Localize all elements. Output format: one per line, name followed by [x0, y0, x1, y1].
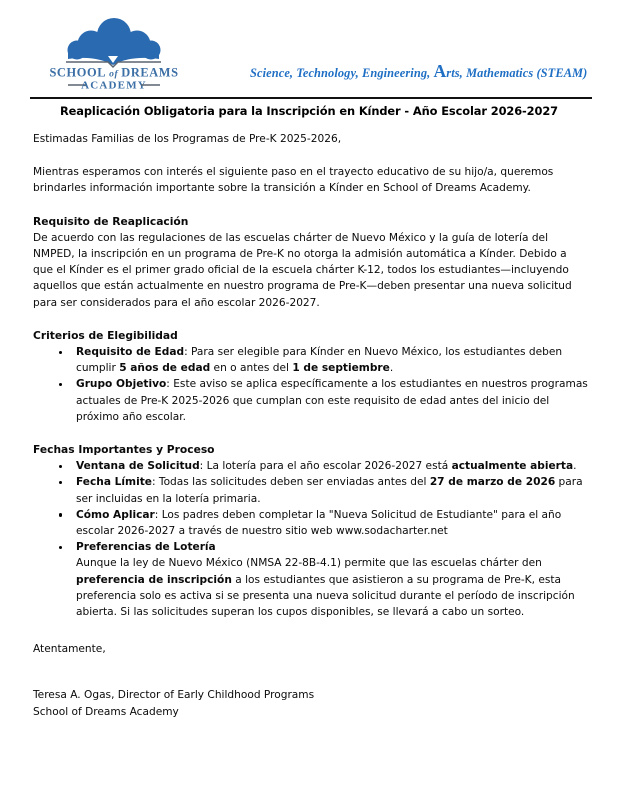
steam-tagline-part1: Science, Technology, Engineering, — [250, 66, 434, 80]
signer-name-and-title: Teresa A. Ogas, Director of Early Childhood Programs — [33, 689, 315, 702]
logo-school-word: SCHOOL — [49, 65, 107, 80]
list-item — [33, 344, 589, 376]
bullet-label: Ventana de Solicitud — [76, 460, 200, 473]
bullet-text-a: Este aviso se aplica específicamente a los estudiantes en nuestros programas actuales de Pre-K 2025-2026 que cumplan con este requisito de edad antes del inicio del próximo año escolar. — [76, 378, 588, 423]
bullet-text-a: Para ser elegible para Kínder en Nuevo México, los estudiantes deben cumplir — [76, 346, 563, 375]
bullet-label-sep: : — [166, 378, 170, 391]
eligibility-bullet-list — [33, 344, 589, 425]
bullet-bold-b: 27 de marzo de 2026 — [429, 476, 556, 489]
school-of-dreams-academy-logo — [44, 18, 184, 90]
section-heading-eligibility: Criterios de Elegibilidad — [33, 328, 178, 342]
spacer — [33, 311, 589, 328]
lottery-preferences-paragraph — [33, 555, 589, 620]
logo-line1 — [49, 66, 178, 80]
bullet-label: Cómo Aplicar — [76, 508, 155, 521]
signature-block — [33, 687, 589, 719]
list-item — [33, 507, 589, 539]
bullet-text-a: La lotería para el año escolar 2026-2027 está — [203, 460, 452, 473]
spacer — [33, 620, 589, 641]
bullet-bold-d: 1 de septiembre — [292, 362, 390, 375]
lottery-pref-bold: preferencia de inscripción — [76, 573, 232, 586]
intro-paragraph: Mientras esperamos con interés el siguiente paso en el trayecto educativo de su hijo/a, queremos brindarles información importante sobre la transición a Kínder en School of Dreams Academy. — [33, 166, 554, 195]
bullet-label: Grupo Objetivo — [76, 378, 167, 391]
bullet-label-sep: : — [184, 346, 188, 359]
signature-spacer — [33, 657, 589, 687]
section-heading-reapplication: Requisito de Reaplicación — [33, 214, 189, 228]
lottery-pref-text-a: Aunque la ley de Nuevo México (NMSA 22-8B-4.1) permite que las escuelas chárter den — [76, 557, 542, 570]
bullet-text-e: . — [389, 362, 394, 375]
logo-line2: ACADEMY — [81, 79, 147, 90]
bullet-text-c: para ser incluidas en la lotería primaria. — [76, 476, 583, 505]
bullet-label: Fecha Límite — [76, 476, 152, 489]
section-paragraph-reapplication: De acuerdo con las regulaciones de las escuelas chárter de Nuevo México y la guía de lotería del NMPED, la inscripción en un programa de Pre-K no otorga la admisión automática a Kínder. Debido a que el Kínder es el primer grado oficial de la escuela chárter K-12, todos los estudiantes—incluyendo aquellos que están actualmente en nuestro programa de Pre-K—deben presentar una nueva solicitud para ser considerados para el año escolar 2026-2027. — [33, 231, 572, 309]
bullet-text-c: en o antes del — [210, 362, 293, 375]
steam-tagline-big-a: A — [433, 61, 447, 81]
salutation: Estimadas Familias de los Programas de Pre-K 2025-2026, — [33, 133, 342, 145]
bullet-text-a: Los padres deben completar la "Nueva Solicitud de Estudiante" para el año escolar 2026-2027 a través de nuestro sitio web www.sodacharter.net — [76, 508, 562, 538]
document-body — [33, 131, 589, 720]
lottery-pref-text-b: a los estudiantes que asistieron a su programa de Pre-K, esta preferencia solo es activa si se presenta una nueva solicitud durante el período de inscripción abierta. Si las solicitudes superan los cupos disponibles, se llevará a cabo un sorteo. — [76, 573, 575, 619]
header-divider-rule — [30, 97, 592, 99]
bullet-label-sep: : — [154, 508, 159, 521]
list-item — [33, 458, 589, 474]
list-item — [33, 376, 589, 425]
document-header — [0, 0, 618, 90]
list-item — [33, 539, 589, 555]
bullet-bold-b: 5 años de edad — [119, 362, 211, 375]
logo-of-word: of — [109, 68, 119, 80]
list-item — [33, 474, 589, 506]
bullet-label-sep: : — [151, 476, 156, 489]
bullet-label-lottery-preferences: Preferencias de Lotería — [76, 541, 216, 554]
logo-dreams-word: DREAMS — [121, 65, 179, 80]
bullet-label: Requisito de Edad — [76, 346, 185, 359]
dates-bullet-list — [33, 458, 589, 555]
logo-artwork — [44, 18, 184, 90]
bullet-text-a: Todas las solicitudes deben ser enviadas antes del — [155, 476, 430, 489]
bullet-bold-b: actualmente abierta — [451, 460, 574, 473]
spacer — [33, 197, 589, 214]
spacer — [33, 147, 589, 164]
steam-tagline-part2: rts, Mathematics (STEAM) — [446, 66, 588, 80]
page-title: Reaplicación Obligatoria para la Inscripción en Kínder - Año Escolar 2026-2027 — [59, 104, 558, 118]
steam-tagline — [250, 61, 587, 82]
closing-salutation: Atentamente, — [33, 643, 106, 656]
bullet-text-c: . — [573, 460, 577, 473]
bullet-label-sep: : — [199, 460, 204, 473]
section-heading-dates: Fechas Importantes y Proceso — [33, 443, 215, 457]
signer-organization: School of Dreams Academy — [33, 705, 179, 718]
spacer — [33, 425, 589, 442]
